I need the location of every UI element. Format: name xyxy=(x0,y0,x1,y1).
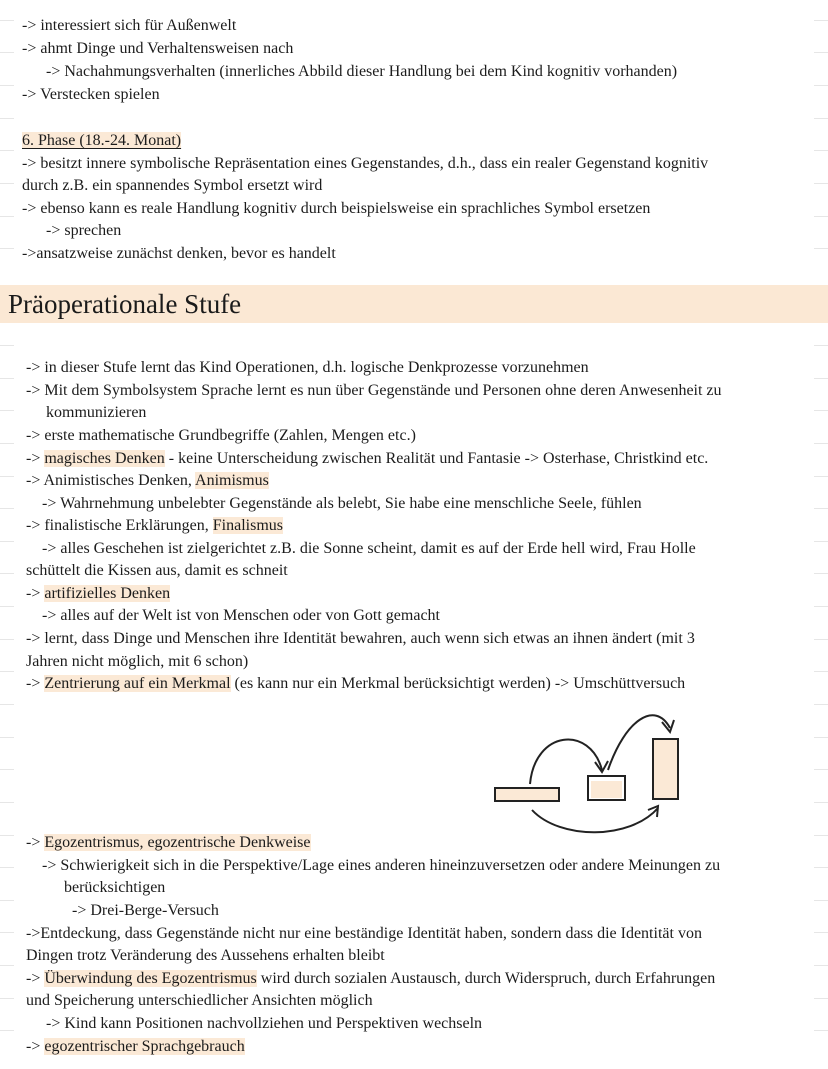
note-line: -> Mit dem Symbolsystem Sprache lernt es nun über Gegenstände und Personen ohne deren Anwesenheit zu xyxy=(26,382,722,399)
note-line xyxy=(26,1036,245,1058)
line-prefix: -> xyxy=(26,450,45,467)
note-line: -> interessiert sich für Außenwelt xyxy=(22,17,237,34)
note-line xyxy=(26,832,311,854)
section-heading: Präoperationale Stufe xyxy=(8,289,242,319)
note-line: -> Nachahmungsverhalten (innerliches Abbild dieser Handlung bei dem Kind kognitiv vorhanden) xyxy=(46,63,678,80)
note-line: Jahren nicht möglich, mit 6 schon) xyxy=(26,653,249,670)
note-line: -> alles Geschehen ist zielgerichtet z.B. die Sonne scheint, damit es auf der Erde hell wird, Frau Holle xyxy=(42,540,696,557)
note-line: -> Schwierigkeit sich in die Perspektive/Lage eines anderen hineinzuversetzen oder andere Meinungen zu xyxy=(42,857,721,874)
line-prefix: -> xyxy=(26,675,45,692)
highlight-term: Egozentrismus, egozentrische Denkweise xyxy=(44,834,311,851)
tall-container-icon xyxy=(653,739,678,799)
line-prefix: -> xyxy=(26,585,45,602)
line-rest: - keine Unterscheidung zwischen Realität und Fantasie -> Osterhase, Christkind etc. xyxy=(164,450,709,467)
highlight-term: egozentrischer Sprachgebrauch xyxy=(44,1038,245,1055)
highlight-term: Zentrierung auf ein Merkmal xyxy=(44,675,231,692)
line-prefix: -> xyxy=(26,970,45,987)
note-line: Dingen trotz Veränderung des Aussehens erhalten bleibt xyxy=(26,947,385,964)
note-line: -> ebenso kann es reale Handlung kognitiv durch beispielsweise ein sprachliches Symbol ersetzen xyxy=(22,200,651,217)
phase-title-text: 6. Phase (18.-24. Monat) xyxy=(22,132,182,149)
note-line xyxy=(26,968,715,990)
highlight-term: Animismus xyxy=(195,472,269,489)
highlight-term: magisches Denken xyxy=(44,450,165,467)
note-line xyxy=(26,673,685,695)
note-line xyxy=(26,515,283,537)
highlight-term: Finalismus xyxy=(212,517,283,534)
note-line: -> Wahrnehmung unbelebter Gegenstände als belebt, Sie habe eine menschliche Seele, fühlen xyxy=(42,495,642,512)
note-line: und Speicherung unterschiedlicher Ansichten möglich xyxy=(26,992,373,1009)
note-line: durch z.B. ein spannendes Symbol ersetzt wird xyxy=(22,177,323,194)
note-line: -> Drei-Berge-Versuch xyxy=(72,902,219,919)
medium-liquid xyxy=(591,781,622,798)
note-line: -> Verstecken spielen xyxy=(22,86,160,103)
line-prefix: -> xyxy=(26,1038,45,1055)
phase-title xyxy=(22,130,181,152)
pouring-experiment-sketch xyxy=(490,700,690,840)
note-line: -> besitzt innere symbolische Repräsentation eines Gegenstandes, d.h., dass ein realer Gegenstand kognitiv xyxy=(22,155,709,172)
note-line xyxy=(26,470,269,492)
note-line: -> lernt, dass Dinge und Menschen ihre Identität bewahren, auch wenn sich etwas an ihnen ändert (mit 3 xyxy=(26,630,695,647)
note-line: -> sprechen xyxy=(46,222,122,239)
note-line: -> erste mathematische Grundbegriffe (Zahlen, Mengen etc.) xyxy=(26,427,416,444)
note-line: kommunizieren xyxy=(46,404,147,421)
line-rest: wird durch sozialen Austausch, durch Widerspruch, durch Erfahrungen xyxy=(256,970,716,987)
note-line: berücksichtigen xyxy=(64,879,166,896)
note-line: ->ansatzweise zunächst denken, bevor es handelt xyxy=(22,245,336,262)
note-line: ->Entdeckung, dass Gegenstände nicht nur eine beständige Identität haben, sondern dass die Identität von xyxy=(26,925,702,942)
highlight-term: artifizielles Denken xyxy=(44,585,171,602)
line-prefix: -> Animistisches Denken, xyxy=(26,472,196,489)
line-rest: (es kann nur ein Merkmal berücksichtigt werden) -> Umschüttversuch xyxy=(230,675,686,692)
note-line: -> ahmt Dinge und Verhaltensweisen nach xyxy=(22,40,294,57)
note-line: -> Kind kann Positionen nachvollziehen und Perspektiven wechseln xyxy=(46,1015,483,1032)
note-line xyxy=(26,583,170,605)
note-line: -> in dieser Stufe lernt das Kind Operationen, d.h. logische Denkprozesse vorzunehmen xyxy=(26,359,589,376)
note-line xyxy=(26,448,708,470)
wide-container-icon xyxy=(495,788,559,801)
line-prefix: -> finalistische Erklärungen, xyxy=(26,517,213,534)
highlight-term: Überwindung des Egozentrismus xyxy=(44,970,257,987)
line-prefix: -> xyxy=(26,834,45,851)
note-line: schüttelt die Kissen aus, damit es schneit xyxy=(26,562,288,579)
return-arrow-icon xyxy=(532,808,658,832)
note-line: -> alles auf der Welt ist von Menschen oder von Gott gemacht xyxy=(42,607,440,624)
